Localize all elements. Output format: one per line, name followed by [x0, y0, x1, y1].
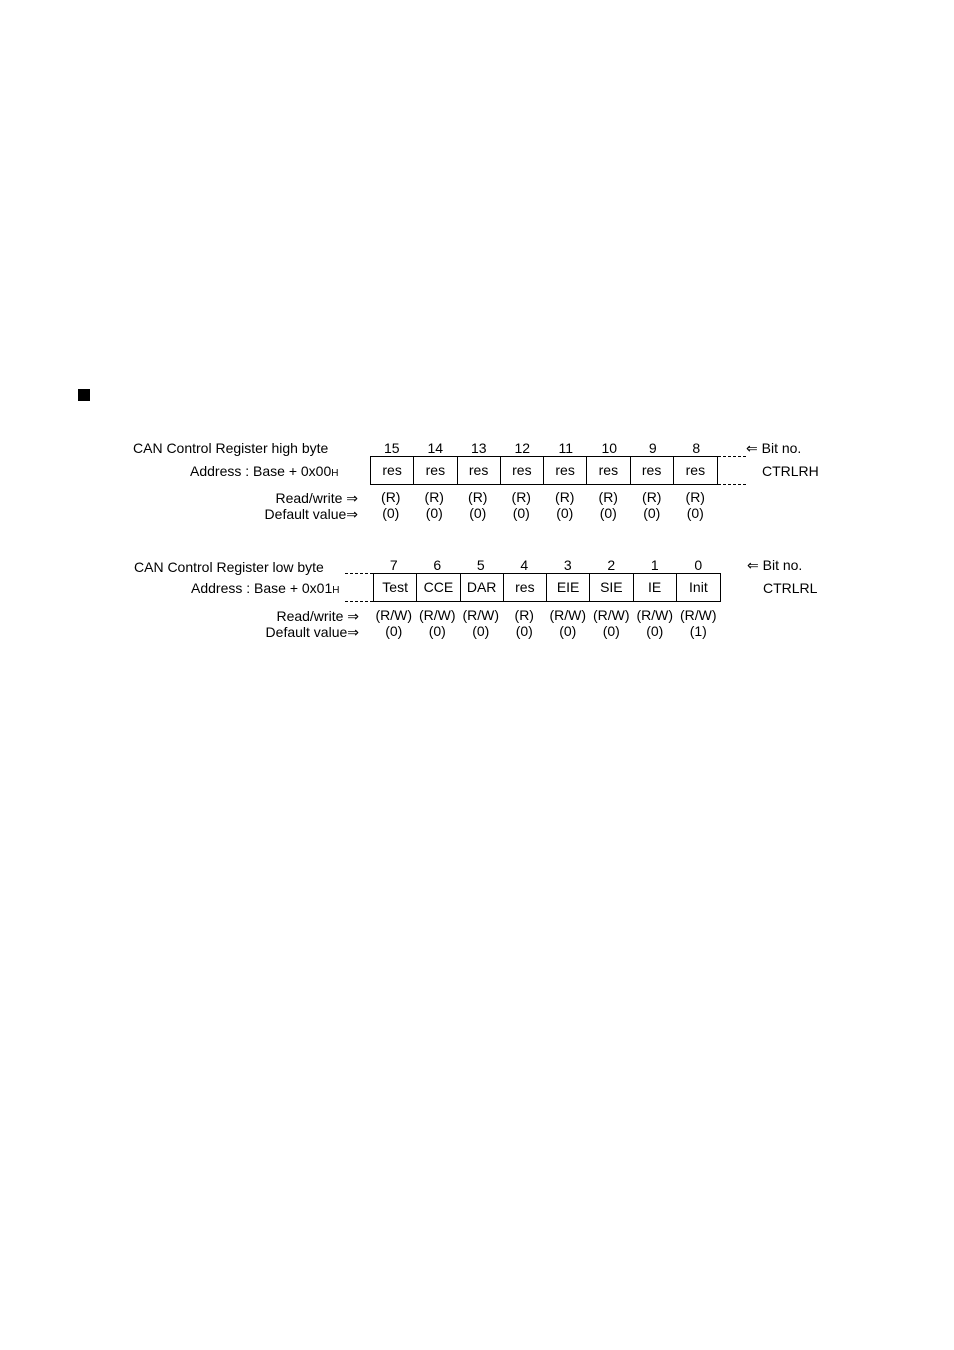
default-value: (0): [559, 623, 577, 639]
bit-cell: IE: [634, 574, 677, 601]
default-value: (0): [515, 623, 533, 639]
bit-number: 6: [433, 557, 442, 573]
read-write-values: [369, 489, 717, 505]
bit-number: 3: [563, 557, 572, 573]
rw-value: (R): [381, 489, 401, 505]
continuation-dash: [345, 601, 373, 602]
bit-number: 0: [694, 557, 703, 573]
bit-numbers: [372, 557, 720, 573]
rw-value: (R): [598, 489, 618, 505]
rw-value: (R): [424, 489, 444, 505]
register-title: CAN Control Register high byte: [133, 440, 329, 456]
rw-value: (R/W): [462, 607, 500, 623]
bit-cell: SIE: [590, 574, 633, 601]
rw-value: (R): [511, 489, 531, 505]
address-suffix: H: [332, 585, 340, 596]
default-value: (0): [556, 505, 574, 521]
bit-field-cells: [373, 573, 721, 602]
bit-number: 12: [514, 440, 531, 456]
default-value: (0): [686, 505, 704, 521]
read-write-label: Read/write ⇒: [275, 490, 358, 506]
default-values: [372, 623, 720, 639]
rw-value: (R): [685, 489, 705, 505]
bit-number: 11: [558, 440, 574, 456]
bit-number: 5: [476, 557, 485, 573]
default-value: (0): [602, 623, 620, 639]
bit-number: 14: [427, 440, 444, 456]
rw-value: (R): [555, 489, 575, 505]
rw-value: (R/W): [418, 607, 456, 623]
default-value-label: Default value⇒: [264, 506, 358, 522]
continuation-dash: [718, 484, 746, 485]
default-value: (1): [689, 623, 707, 639]
bit-no-label: ⇐ Bit no.: [747, 557, 803, 573]
register-address: Address : Base + 0x00H: [190, 463, 339, 479]
rw-value: (R/W): [636, 607, 674, 623]
bit-cell: res: [631, 457, 674, 484]
bit-number: 7: [389, 557, 398, 573]
register-name: CTRLRL: [763, 580, 818, 596]
register-address: Address : Base + 0x01H: [191, 580, 340, 596]
register-high-byte: [0, 438, 954, 568]
rw-value: (R): [468, 489, 488, 505]
bit-number: 10: [601, 440, 618, 456]
register-title: CAN Control Register low byte: [134, 559, 324, 575]
default-value: (0): [472, 623, 490, 639]
default-value: (0): [643, 505, 661, 521]
bit-cell: res: [685, 462, 706, 478]
rw-value: (R): [514, 607, 534, 623]
bit-number: 1: [650, 557, 659, 573]
bit-cell: DAR: [461, 574, 504, 601]
continuation-dash: [345, 573, 373, 574]
default-value: (0): [385, 623, 403, 639]
continuation-dash: [718, 456, 746, 457]
bit-cell: res: [587, 457, 630, 484]
default-value-label: Default value⇒: [265, 624, 359, 640]
bit-cell: CCE: [417, 574, 460, 601]
register-name: CTRLRH: [762, 463, 819, 479]
default-value: (0): [469, 505, 487, 521]
read-write-label: Read/write ⇒: [276, 608, 359, 624]
bit-numbers: [370, 440, 718, 456]
bit-number: 13: [470, 440, 487, 456]
bit-number: 4: [520, 557, 529, 573]
bit-cell: res: [414, 457, 457, 484]
section-bullet: [78, 389, 90, 401]
read-write-values: [372, 607, 720, 623]
bit-cell: res: [544, 457, 587, 484]
rw-value: (R/W): [549, 607, 587, 623]
bit-cell: EIE: [547, 574, 590, 601]
bit-no-label: ⇐ Bit no.: [746, 440, 802, 456]
default-value: (0): [425, 505, 443, 521]
default-values: [369, 505, 717, 521]
default-value: (0): [512, 505, 530, 521]
rw-value: (R): [642, 489, 662, 505]
bit-cell: res: [371, 457, 414, 484]
rw-value: (R/W): [375, 607, 413, 623]
rw-value: (R/W): [592, 607, 630, 623]
default-value: (0): [428, 623, 446, 639]
rw-value: (R/W): [679, 607, 717, 623]
bit-number: 8: [692, 440, 701, 456]
bit-cell: Init: [689, 579, 708, 595]
bit-cell: res: [501, 457, 544, 484]
bit-field-cells: [370, 456, 718, 485]
address-suffix: H: [331, 468, 339, 479]
default-value: (0): [599, 505, 617, 521]
register-low-byte: [0, 555, 954, 685]
default-value: (0): [382, 505, 400, 521]
bit-cell: res: [458, 457, 501, 484]
bit-number: 15: [383, 440, 400, 456]
bit-number: 9: [648, 440, 657, 456]
bit-number: 2: [607, 557, 616, 573]
default-value: (0): [646, 623, 664, 639]
bit-cell: res: [504, 574, 547, 601]
bit-cell: Test: [374, 574, 417, 601]
